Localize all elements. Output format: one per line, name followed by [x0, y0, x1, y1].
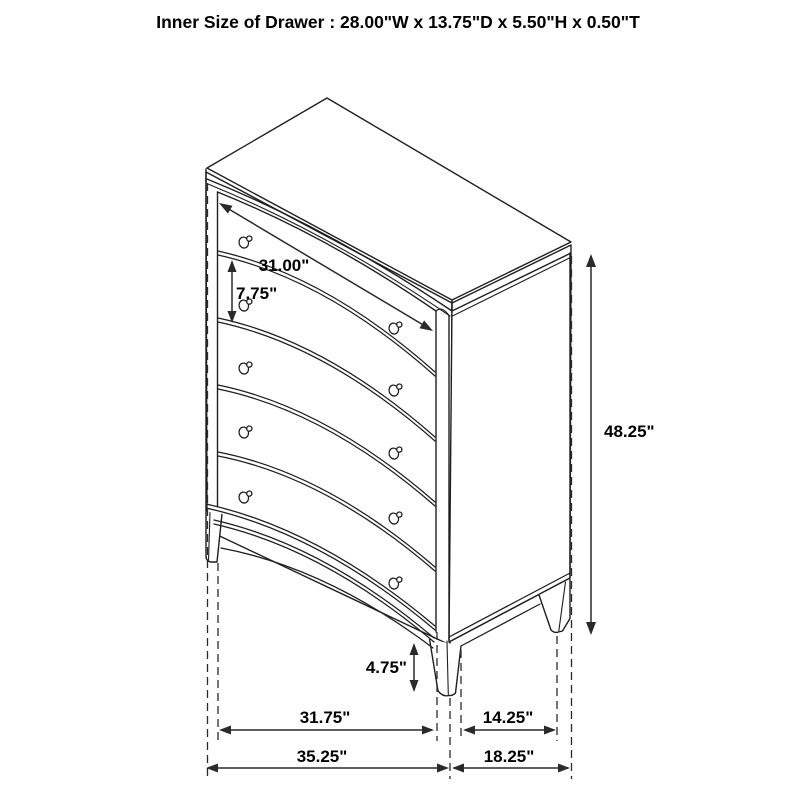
dim-overall-height [586, 254, 655, 635]
dim-overall-depth [452, 747, 570, 773]
dim-overall-width [206, 747, 449, 773]
dim-label-overall-depth: 18.25" [483, 747, 535, 766]
front-center-leg [430, 639, 462, 696]
front-left-leg [206, 511, 222, 562]
dim-label-overall-width: 35.25" [296, 747, 348, 766]
dim-leg-height [366, 643, 419, 692]
dim-front-width-between-legs [219, 708, 434, 735]
page-title: Inner Size of Drawer : 28.00"W x 13.75"D x 5.50"H x 0.50"T [156, 12, 640, 32]
dim-label-leg-height: 4.75" [365, 658, 407, 677]
dim-label-top-drawer-height: 7.75" [236, 284, 278, 303]
dim-label-width-between-legs: 31.75" [299, 708, 351, 727]
dim-label-overall-height: 48.25" [604, 422, 655, 441]
dim-side-depth-between-legs [463, 708, 556, 735]
chest-drawing [206, 98, 571, 696]
dim-label-depth-between-legs: 14.25" [482, 708, 534, 727]
dim-label-drawer-width: 31.00" [258, 256, 310, 275]
